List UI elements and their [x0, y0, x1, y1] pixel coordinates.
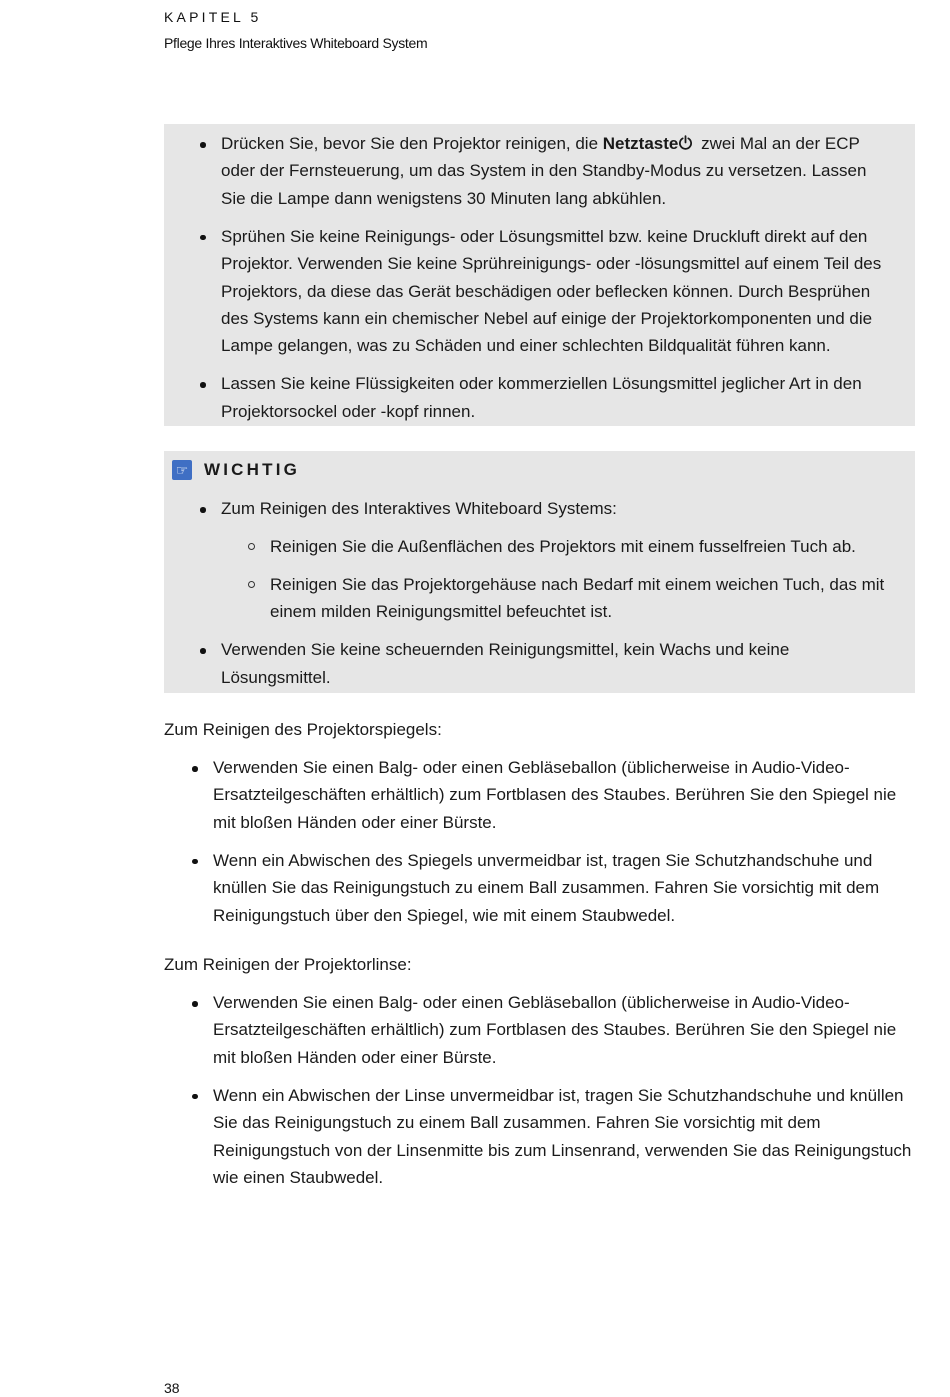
- sub-list: [221, 533, 895, 626]
- mirror-section-list: [164, 754, 919, 939]
- warning-box: [164, 124, 915, 426]
- list-item: Verwenden Sie einen Balg- oder einen Gebläseballon (üblicherweise in Audio-Video-Ersatzteilgeschäften erhältlich) zum Fortblasen des Staubes. Berühren Sie den Spiegel nie mit bloßen Händen oder einer Bürste.: [164, 754, 919, 836]
- list-item: Wenn ein Abwischen des Spiegels unvermeidbar ist, tragen Sie Schutzhandschuhe und knüllen Sie das Reinigungstuch zu einem Ball zusammen. Fahren Sie vorsichtig mit dem Reinigungstuch über den Spiegel, wie mit einem Staubwedel.: [164, 847, 919, 929]
- list-item: Verwenden Sie keine scheuernden Reinigungsmittel, kein Wachs und keine Lösungsmittel.: [164, 636, 915, 691]
- power-icon: [678, 135, 693, 150]
- list-item-text: Zum Reinigen des Interaktives Whiteboard Systems:: [221, 499, 617, 518]
- mirror-section-heading: Zum Reinigen des Projektorspiegels:: [164, 720, 442, 739]
- list-item-text: Drücken Sie, bevor Sie den Projektor reinigen, die: [221, 134, 603, 153]
- important-list: [164, 495, 915, 701]
- page-header: [164, 8, 924, 52]
- list-item: Verwenden Sie einen Balg- oder einen Gebläseballon (üblicherweise in Audio-Video-Ersatzteilgeschäften erhältlich) zum Fortblasen des Staubes. Berühren Sie den Spiegel nie mit bloßen Händen oder einer Bürste.: [164, 989, 919, 1071]
- page-number: 38: [164, 1380, 180, 1396]
- chapter-label: KAPITEL 5: [164, 9, 262, 25]
- sub-list-item: Reinigen Sie das Projektorgehäuse nach Bedarf mit einem weichen Tuch, das mit einem milden Reinigungsmittel befeuchtet ist.: [221, 571, 895, 626]
- list-item: [164, 130, 915, 212]
- warning-list: [164, 124, 915, 425]
- power-button-label: Netztaste: [602, 134, 679, 153]
- chapter-title: Pflege Ihres Interaktives Whiteboard System: [164, 35, 428, 51]
- important-box: [164, 451, 915, 693]
- list-item: Lassen Sie keine Flüssigkeiten oder kommerziellen Lösungsmittel jeglicher Art in den Projektorsockel oder -kopf rinnen.: [164, 370, 915, 425]
- important-title: WICHTIG: [204, 460, 301, 479]
- list-item: Wenn ein Abwischen der Linse unvermeidbar ist, tragen Sie Schutzhandschuhe und knüllen Sie das Reinigungstuch zu einem Ball zusammen. Fahren Sie vorsichtig mit dem Reinigungstuch von der Linsenmitte bis zum Linsenrand, verwenden Sie das Reinigungstuch wie einen Staubwedel.: [164, 1082, 919, 1192]
- sub-list-item: Reinigen Sie die Außenflächen des Projektors mit einem fusselfreien Tuch ab.: [221, 533, 895, 560]
- pointing-hand-icon: ☞: [172, 460, 192, 480]
- important-heading: [172, 460, 300, 480]
- list-item: [164, 495, 915, 626]
- list-item-text: zwei Mal an der ECP oder der Fernsteuerung, um das System in den Standby-Modus zu versetzen. Lassen Sie die Lampe dann wenigstens 30 Minuten lang abkühlen.: [221, 134, 867, 208]
- lens-section-list: [164, 989, 919, 1202]
- lens-section-heading: Zum Reinigen der Projektorlinse:: [164, 955, 412, 974]
- list-item: Sprühen Sie keine Reinigungs- oder Lösungsmittel bzw. keine Druckluft direkt auf den Projektor. Verwenden Sie keine Sprühreinigungs- oder -lösungsmittel auf einem Teil des Projektors, da diese das Gerät beschädigen oder beflecken können. Durch Besprühen des Systems kann ein chemischer Nebel auf einige der Projektorkomponenten und die Lampe gelangen, was zu Schäden und einer schlechten Bildqualität führen kann.: [164, 223, 915, 360]
